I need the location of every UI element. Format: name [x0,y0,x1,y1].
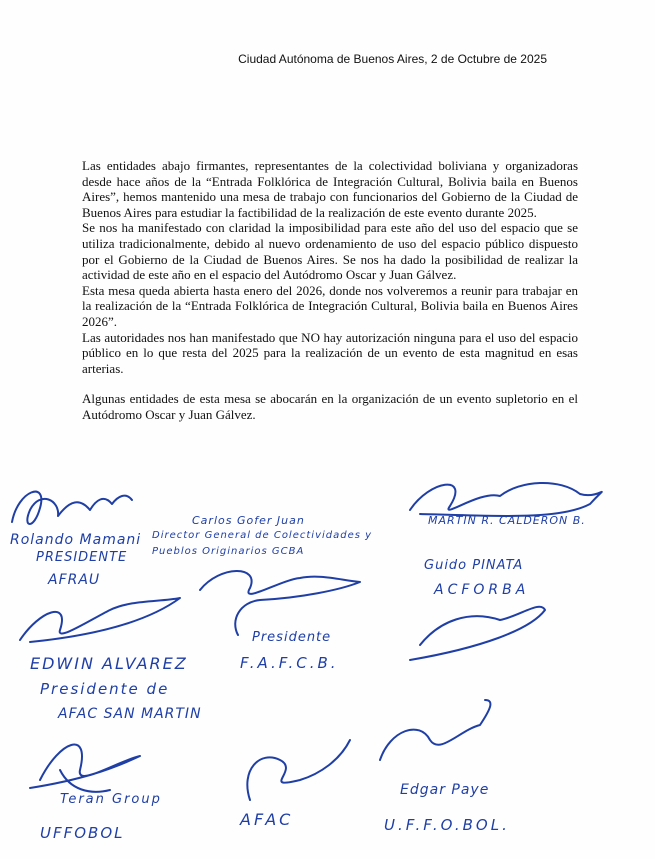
handwritten-org-uffobol: UFFOBOL [40,824,125,842]
signature-mark-5 [410,607,545,660]
place-date-line: Ciudad Autónoma de Buenos Aires, 2 de Octubre de 2025 [238,52,547,66]
handwritten-name-guido: Guido PINATA [424,558,524,573]
handwritten-name-teran: Teran Group [60,792,162,807]
handwritten-title-presidente-2: Presidente [252,630,332,645]
handwritten-org-afac-san-martin: AFAC SAN MARTIN [58,706,202,722]
handwritten-title-director: Director General de Colectividades y [152,530,373,541]
signature-mark-8 [380,700,490,760]
handwritten-name-edwin: EDWIN ALVAREZ [30,654,188,673]
letter-body [82,158,578,423]
handwritten-org-fafcb: F.A.F.C.B. [240,654,339,672]
signature-mark-3 [200,571,360,635]
paragraph-3: Esta mesa queda abierta hasta enero del 2026, donde nos volveremos a reunir para trabajar en la realización de la “Entrada Folklórica de Integración Cultural, Bolivia baila en Buenos Aires 2026”. [82,282,578,329]
signature-mark-1 [12,492,132,524]
handwritten-org-uffobol-2: U.F.F.O.BOL. [384,816,510,834]
signature-mark-4 [20,598,180,642]
handwritten-name-edgar: Edgar Paye [400,782,490,798]
handwritten-org-acforba: ACFORBA [434,582,530,598]
handwritten-name-martin: MARTIN R. CALDERON B. [428,514,586,527]
handwritten-name-rolando: Rolando Mamani [10,532,142,548]
signature-mark-2 [410,483,602,516]
signature-mark-7 [247,740,350,800]
handwritten-title-presidente-de: Presidente de [40,680,170,698]
paragraph-5: Algunas entidades de esta mesa se abocarán en la organización de un evento supletorio en el Autódromo Oscar y Juan Gálvez. [82,391,578,422]
paragraph-1: Las entidades abajo firmantes, representantes de la colectividad boliviana y organizadoras desde hace años de la “Entrada Folklórica de Integración Cultural, Bolivia baila en Buenos Aires”, hemos mantenido una mesa de trabajo con funcionarios del Gobierno de la Ciudad de Buenos Aires para estudiar la factibilidad de la realización de este evento durante 2025. [82,158,578,220]
handwritten-title-gcba: Pueblos Originarios GCBA [152,546,305,557]
paragraph-4: Las autoridades nos han manifestado que NO hay autorización ninguna para el uso del espacio público en lo que resta del 2025 para la realización de un evento de esta magnitud en esas arterias. [82,329,578,376]
handwritten-name-gofer: Carlos Gofer Juan [192,514,305,527]
handwritten-org-afrau: AFRAU [48,572,101,588]
handwritten-org-afac: AFAC [240,810,294,829]
paragraph-2: Se nos ha manifestado con claridad la imposibilidad para este año del uso del espacio que se utiliza tradicionalmente, debido al nuevo ordenamiento de uso del espacio público dispuesto por el Gobierno de la Ciudad de Buenos Aires. Se nos ha dado la posibilidad de realizar la actividad de este año en el espacio del Autódromo Oscar y Juan Gálvez. [82,220,578,283]
signature-mark-6 [30,745,140,792]
handwritten-title-presidente: PRESIDENTE [36,550,128,565]
signatures-area [0,470,655,859]
